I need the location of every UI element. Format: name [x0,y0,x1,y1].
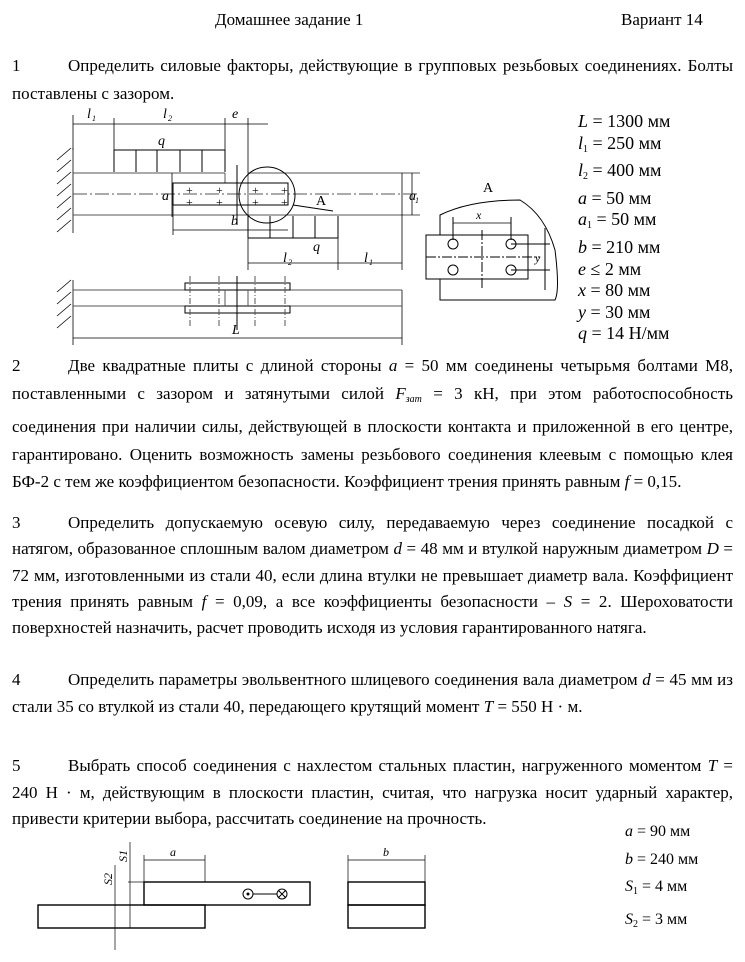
svg-text:l: l [163,107,167,122]
svg-text:b: b [383,845,389,859]
svg-text:+: + [281,195,288,209]
svg-text:1: 1 [369,258,373,267]
svg-text:l: l [87,107,91,122]
parameter-item: $S_1 = 4$ мм [625,878,688,897]
svg-text:e: e [232,107,239,122]
beams-side-view [73,276,402,330]
task-4: 4 Определить параметры эвольвентного шлицевого соединения вала диаметром d = 45 мм из стали 35 со втулкой из стали 40, передающего крутящий момент T = 550 Н · м. [12,670,733,716]
svg-text:S2: S2 [101,873,115,885]
parameter-item: q = 14 Н/мм [578,323,670,344]
task5-parameters [625,818,698,938]
svg-text:x: x [476,208,482,222]
svg-text:1: 1 [415,196,419,205]
svg-text:2: 2 [288,258,292,267]
parameter-item: b = 210 мм [578,236,661,257]
parameter-item: L = 1300 мм [578,111,671,131]
parameter-item: e ≤ 2 мм [578,258,642,279]
task1-parameters [578,111,670,345]
svg-text:a: a [170,845,176,859]
svg-text:1: 1 [92,114,96,123]
task-1: 1 Определить силовые факторы, действующие в групповых резьбовых соединениях. Болты поставлены с зазором. [12,56,733,103]
svg-text:+: + [252,195,259,209]
svg-text:A: A [483,181,494,196]
parameter-item: x = 80 мм [578,280,651,301]
variant-label: Вариант 14 [621,10,703,29]
parameter-item: a = 50 мм [578,187,652,208]
parameter-item: b = 240 мм [625,850,699,868]
parameter-item: y = 30 мм [578,301,651,322]
svg-text:A: A [316,194,327,209]
svg-text:a: a [162,189,169,204]
svg-text:l: l [283,251,287,266]
svg-text:y: y [535,251,541,265]
parameter-item: $l_1 = 250$ мм [578,132,662,155]
task-2: 2 Две квадратные плиты с длиной стороны a = 50 мм соединены четырьмя болтами М8, поставленными с зазором и затянутыми силой $F_{зат} = 3$ кН, при этом работоспособность соединения при наличии силы, действующей в плоскости контакта и приложенной в его центре, гарантировано. Оценить возможность замены резьбового соединения клеевым с помощью клея БФ-2 с тем же коэффициентом безопасности. Коэффициент трения принять равным f = 0,15. [12,356,734,491]
parameter-item: a = 90 мм [625,823,691,840]
svg-text:+: + [216,195,223,209]
load-bottom [248,216,338,238]
parameter-item: $a_1 = 50$ мм [578,209,657,232]
svg-text:L: L [232,323,240,338]
svg-text:q: q [313,240,320,255]
svg-text:+: + [216,183,223,197]
svg-text:+: + [281,183,288,197]
parameter-item: $l_2 = 400$ мм [578,160,662,183]
parameter-item: $S_2 = 3$ мм [625,910,688,930]
svg-text:a: a [409,189,416,204]
document-title: Домашнее задание 1 [215,10,364,29]
svg-text:2: 2 [168,114,172,123]
svg-text:+: + [186,195,193,209]
svg-text:S1: S1 [116,850,130,862]
load-top [114,150,225,172]
svg-text:+: + [252,183,259,197]
task-3: 3 Определить допускаемую осевую силу, передаваемую через соединение посадкой с натягом, образованное сплошным валом диаметром d = 48 мм и втулкой наружным диаметром D = 72 мм, изготовленными из стали 40, если длина втулки не превышает диаметр вала. Коэффициент трения принять равным f = 0,09, а все коэффициенты безопасности – S = 2. Шероховатости поверхностей назначить, расчет проводить исходя из условия гарантированного натяга. [12,513,734,638]
task-5: 5 Выбрать способ соединения с нахлестом стальных пластин, нагруженного моментом T = 240 Н · м, действующим в плоскости пластин, считая, что нагрузка носит ударный характер, привести критерии выбора, рассчитать соединение на прочность. [12,756,733,828]
svg-text:l: l [364,251,368,266]
wall-hatch [57,148,73,345]
detail-A-view [426,200,558,300]
svg-text:q: q [158,134,165,149]
svg-text:b: b [231,214,238,229]
svg-text:+: + [186,183,193,197]
beams-top-view [73,165,420,225]
